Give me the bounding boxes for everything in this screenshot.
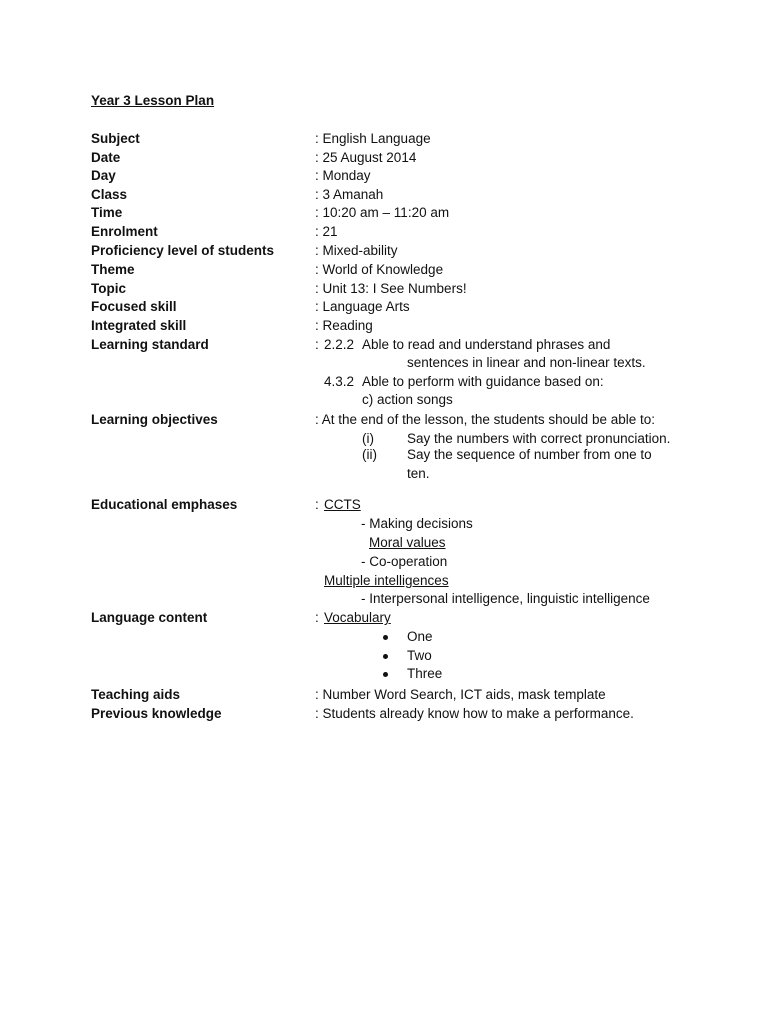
value-enrolment: : 21 bbox=[315, 224, 338, 239]
moral-values-item: - Co-operation bbox=[361, 554, 448, 569]
label-integrated-skill: Integrated skill bbox=[91, 318, 187, 333]
label-subject: Subject bbox=[91, 131, 140, 146]
objectives-intro: : At the end of the lesson, the students should be able to: bbox=[315, 412, 655, 427]
label-proficiency: Proficiency level of students bbox=[91, 243, 275, 258]
label-teaching-aids: Teaching aids bbox=[91, 687, 181, 702]
label-day: Day bbox=[91, 168, 116, 183]
label-time: Time bbox=[91, 205, 123, 220]
label-enrolment: Enrolment bbox=[91, 224, 158, 239]
standard-code-2: 4.3.2 bbox=[324, 374, 355, 389]
multiple-intelligences-heading: Multiple intelligences bbox=[324, 573, 449, 588]
value-previous-knowledge: : Students already know how to make a performance. bbox=[315, 706, 634, 721]
standard-sub-item: c) action songs bbox=[362, 392, 453, 407]
label-learning-objectives: Learning objectives bbox=[91, 412, 218, 427]
label-learning-standard: Learning standard bbox=[91, 337, 209, 352]
language-content-colon: : bbox=[315, 610, 319, 625]
vocabulary-item-3: Three bbox=[407, 666, 443, 681]
moral-values-heading: Moral values bbox=[369, 535, 446, 550]
multiple-intelligences-item: - Interpersonal intelligence, linguistic intelligence bbox=[361, 591, 650, 606]
label-date: Date bbox=[91, 150, 121, 165]
ccts-item: - Making decisions bbox=[361, 516, 473, 531]
standard-text-1-cont: sentences in linear and non-linear texts. bbox=[407, 355, 646, 370]
value-time: : 10:20 am – 11:20 am bbox=[315, 205, 450, 220]
emphases-colon: : bbox=[315, 497, 319, 512]
standard-code-1: 2.2.2 bbox=[324, 337, 355, 352]
value-class: : 3 Amanah bbox=[315, 187, 384, 202]
value-integrated-skill: : Reading bbox=[315, 318, 373, 333]
vocabulary-item-2: Two bbox=[407, 648, 432, 663]
value-date: : 25 August 2014 bbox=[315, 150, 417, 165]
objective-text-2-cont: ten. bbox=[407, 466, 430, 481]
standard-text-2: Able to perform with guidance based on: bbox=[362, 374, 604, 389]
value-topic: : Unit 13: I See Numbers! bbox=[315, 281, 467, 296]
bullet-icon bbox=[383, 635, 388, 640]
label-theme: Theme bbox=[91, 262, 135, 277]
label-focused-skill: Focused skill bbox=[91, 299, 177, 314]
objective-num-2: (ii) bbox=[362, 447, 377, 462]
label-class: Class bbox=[91, 187, 128, 202]
document-title: Year 3 Lesson Plan bbox=[91, 93, 215, 108]
value-day: : Monday bbox=[315, 168, 371, 183]
value-theme: : World of Knowledge bbox=[315, 262, 444, 277]
value-proficiency: : Mixed-ability bbox=[315, 243, 398, 258]
label-language-content: Language content bbox=[91, 610, 208, 625]
label-previous-knowledge: Previous knowledge bbox=[91, 706, 222, 721]
value-subject: : English Language bbox=[315, 131, 431, 146]
label-educational-emphases: Educational emphases bbox=[91, 497, 238, 512]
learning-standard-colon: : bbox=[315, 337, 319, 352]
bullet-icon bbox=[383, 672, 388, 677]
value-teaching-aids: : Number Word Search, ICT aids, mask template bbox=[315, 687, 606, 702]
objective-text-2: Say the sequence of number from one to bbox=[407, 447, 652, 462]
standard-text-1: Able to read and understand phrases and bbox=[362, 337, 611, 352]
value-focused-skill: : Language Arts bbox=[315, 299, 410, 314]
vocabulary-item-1: One bbox=[407, 629, 433, 644]
objective-num-1: (i) bbox=[362, 431, 374, 446]
vocabulary-heading: Vocabulary bbox=[324, 610, 391, 625]
bullet-icon bbox=[383, 654, 388, 659]
label-topic: Topic bbox=[91, 281, 126, 296]
ccts-heading: CCTS bbox=[324, 497, 361, 512]
objective-text-1: Say the numbers with correct pronunciation. bbox=[407, 431, 671, 446]
